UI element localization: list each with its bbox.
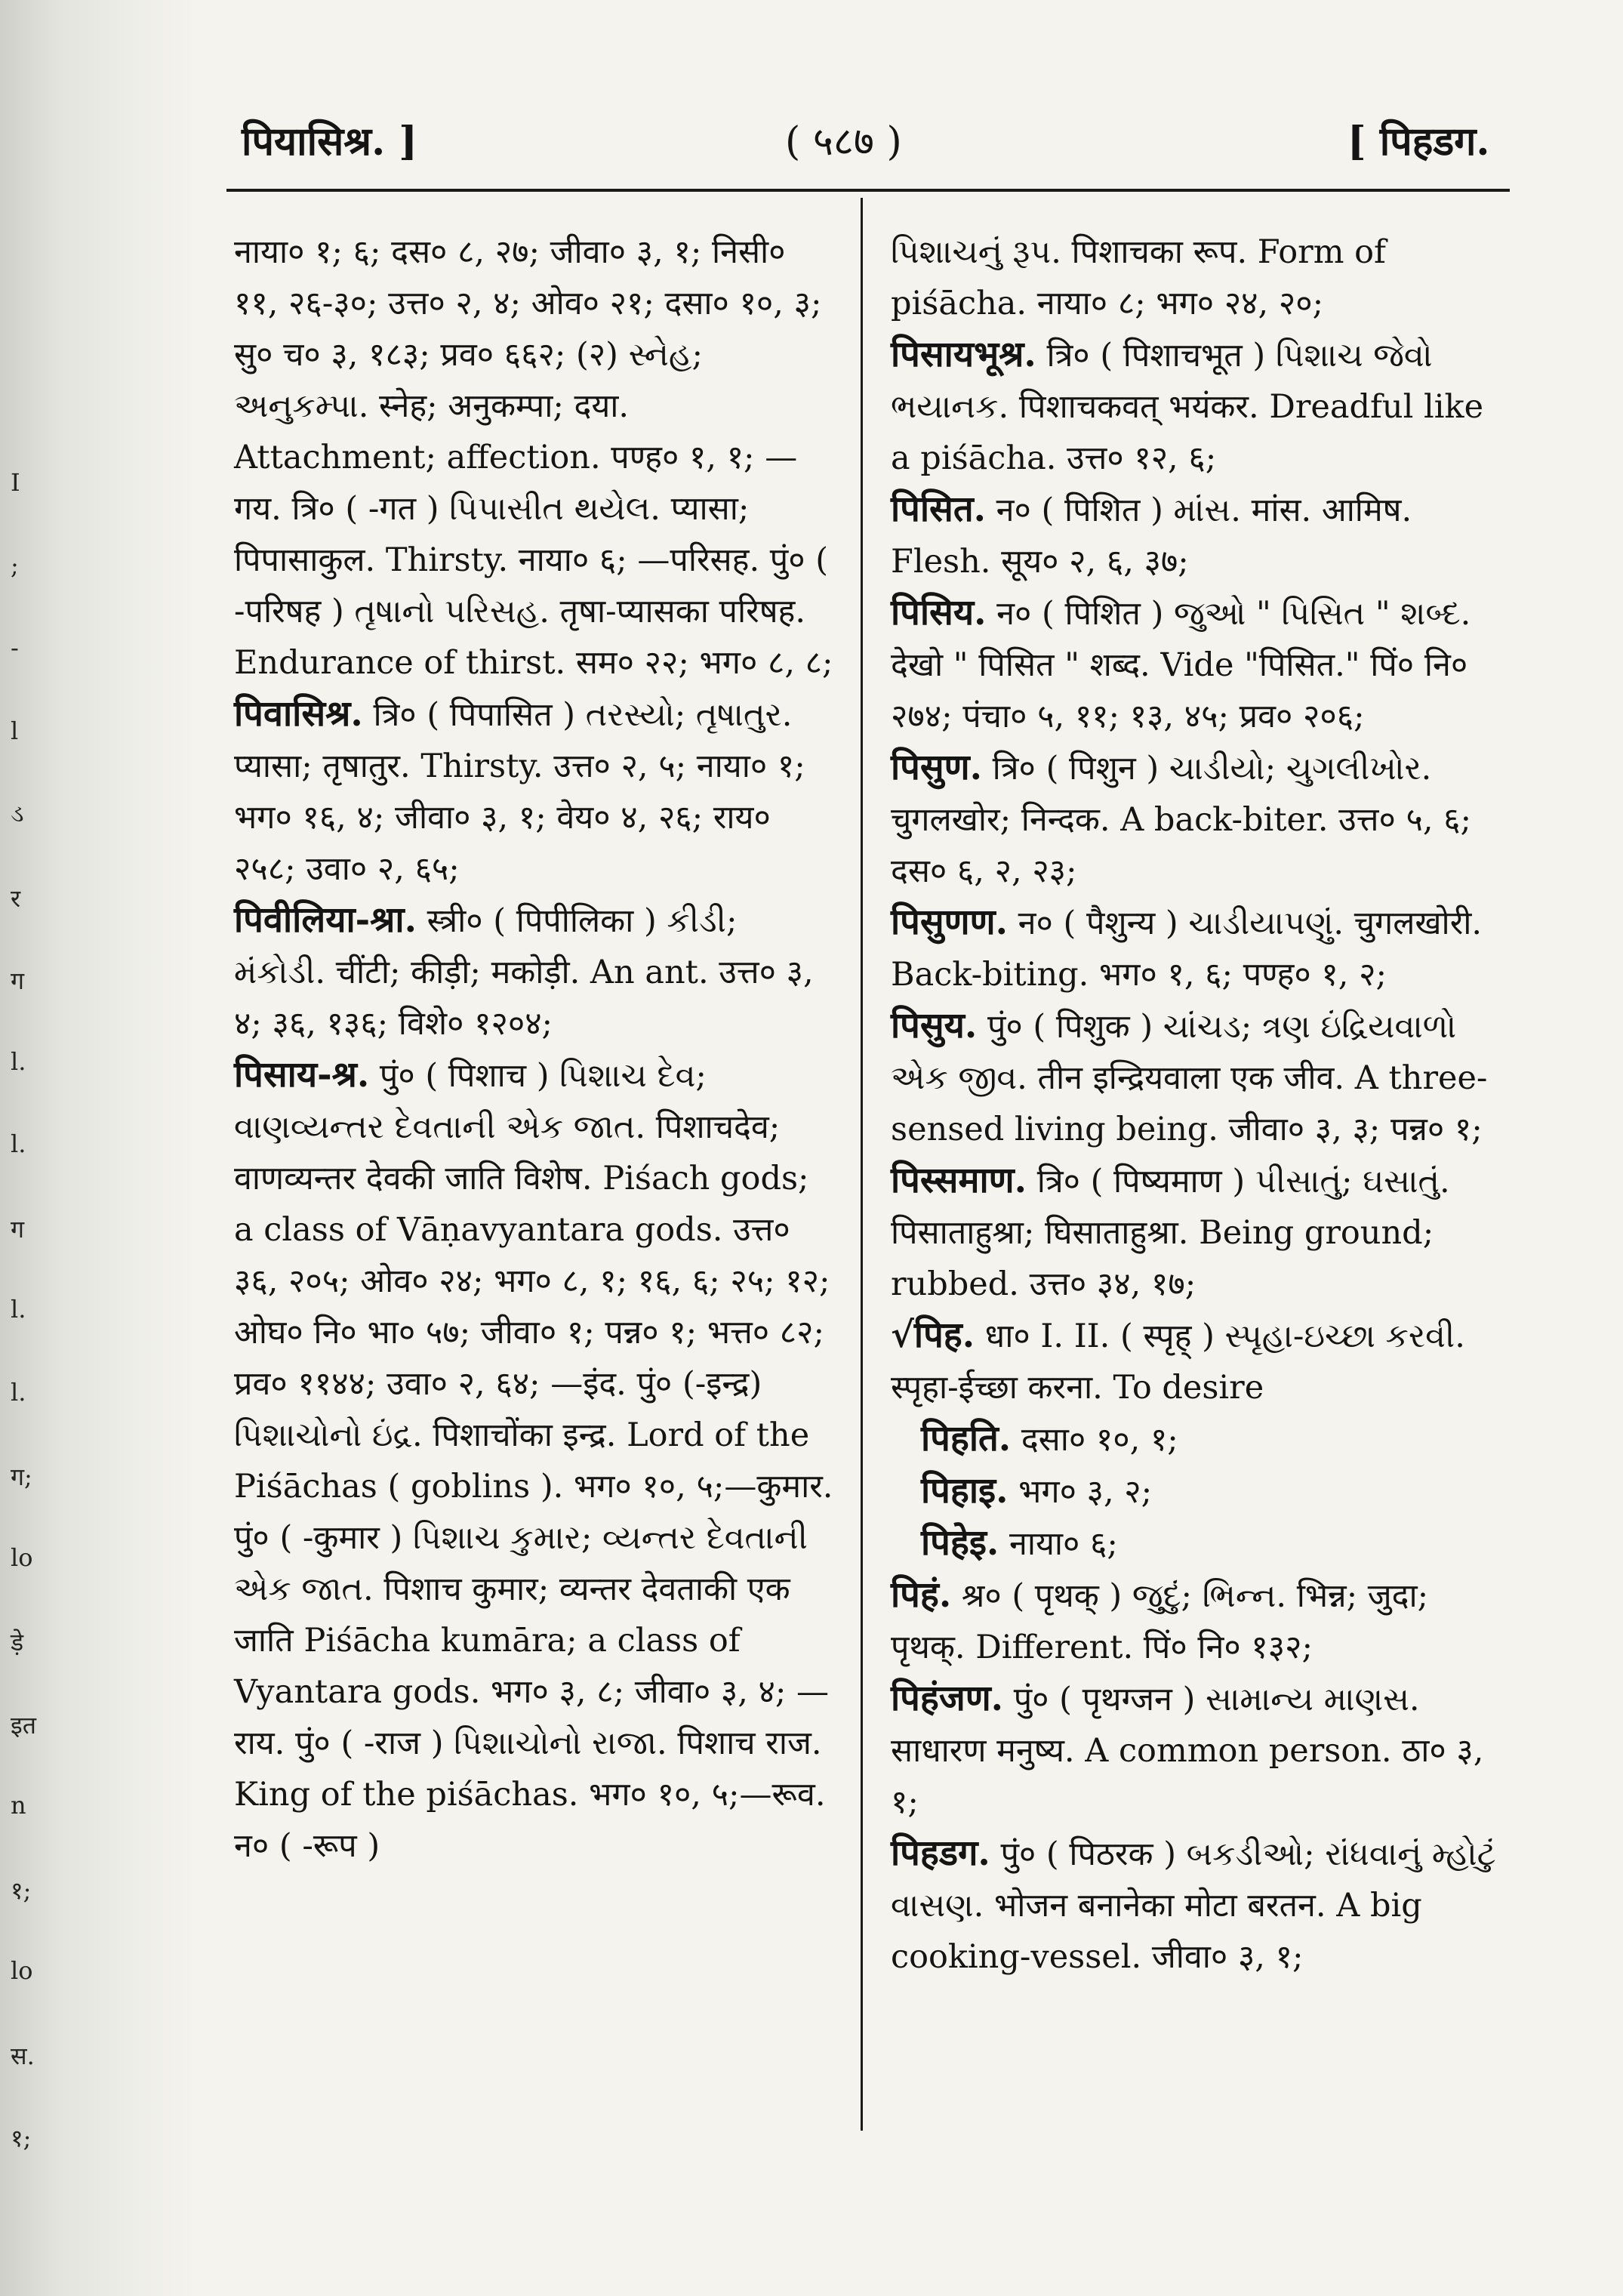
entry-definition: नाया० १; ६; दस० ८, २७; जीवा० ३, १; निसी० ११, २६-३०; उत्त० २, ४; ओव० २१; दसा० १०, ३; सु० च० ३, १८३; प्रव० ६६२; (२) સ્નેહ; અનુકમ્પા. स्नेह; अनुकम्पा; दया. Attachment; affection. पण्ह० १, १; —गय. त्रि० ( -गत ) પિપાસીત થયેલ. प्यासा; पिपासाकुल. Thirsty. नाया० ६; —परिसह. पुं० ( -परिषह ) તૃષાનો પરિસહ. तृषा-प्यासका परिषह. Endurance of thirst. सम० २२; भग० ८, ८; <box>234 233 833 682</box>
gutter-mark: I <box>11 468 20 497</box>
gutter-mark: स. <box>11 2041 35 2070</box>
entry-headword: पिहेइ. <box>921 1522 999 1564</box>
entry-definition: पुं० ( पिठरक ) બકડીઓ; રાંધવાનું મ્હોટું વાસણ. भोजन बनानेका मोटा बरतन. A big cooking-vessel. जीवा० ३, १; <box>891 1835 1496 1976</box>
entry-headword: पिहं. <box>891 1574 952 1616</box>
entry-definition: न० ( पिशित ) માંસ. मांस. आमिष. Flesh. सूय० २, ६, ३७; <box>891 492 1412 581</box>
gutter-mark: - <box>11 633 19 663</box>
dictionary-entry <box>234 227 838 689</box>
dictionary-entry <box>891 1673 1510 1828</box>
entry-headword: √पिह. <box>891 1314 975 1356</box>
gutter-mark: l. <box>11 1295 26 1324</box>
gutter-mark: र <box>11 883 21 913</box>
right-column <box>891 227 1510 1983</box>
gutter-mark: ડ <box>11 799 24 828</box>
header-right-guide-word: [ पिहडग. <box>1347 119 1490 165</box>
entry-definition: भग० ३, २; <box>1018 1473 1153 1511</box>
left-column <box>234 227 838 1872</box>
entry-headword: पिसायभूश्र. <box>891 334 1036 375</box>
gutter-mark: ग <box>11 966 25 996</box>
dictionary-entry <box>891 1518 1510 1570</box>
gutter-mark: lo <box>11 1542 33 1572</box>
gutter-mark: ग <box>11 1214 25 1244</box>
dictionary-entry <box>891 897 1510 1000</box>
entry-definition: स्त्री० ( पिपीलिका ) કીડી; મંકોડી. चींटी; कीड़ी; मकोड़ी. An ant. उत्त० ३, ४; ३६, १३६; विशे० १२०४; <box>234 902 814 1043</box>
entry-definition: धा० I. II. ( स्पृह् ) સ્પૃહા-ઇચ્છા કરવી. स्पृहा-ईच्छा करना. To desire <box>891 1318 1465 1407</box>
entry-headword: पिसाय-श्र. <box>234 1054 370 1096</box>
entry-definition: त्रि० ( पिष्यमाण ) પીસાતું; ઘસાતું. पिसाताहुश्रा; घिसाताहुश्रा. Being ground; rubbed. उत्त० ३४, १७; <box>891 1163 1450 1303</box>
entry-definition: पुं० ( पृथग्जन ) સામાન્ય માણસ. साधारण मनुष्य. A common person. ठा० ३, १; <box>891 1681 1484 1821</box>
gutter-mark: १; <box>11 1875 32 1905</box>
entry-definition: न० ( पैशुन्य ) ચાડીયાપણું. चुगलखोरी. Back-biting. भग० १, ६; पण्ह० १, २; <box>891 905 1483 994</box>
dictionary-entry <box>891 587 1510 742</box>
entry-headword: पिसिय. <box>891 592 987 633</box>
gutter-mark: ग; <box>11 1462 32 1492</box>
dictionary-entry <box>891 1413 1510 1465</box>
dictionary-entry <box>234 895 838 1049</box>
page-header <box>0 113 1623 174</box>
dictionary-entry <box>891 1465 1510 1518</box>
gutter-edge-marks <box>11 0 56 2296</box>
entry-definition: न० ( पिशित ) જુઓ " પિસિત " શબ્દ. देखो " पिसित " शब्द. Vide "पिसित." पिं० नि० २७४; पंचा० ५, ११; १३, ४५; प्रव० २०६; <box>891 595 1471 735</box>
dictionary-entry <box>891 1310 1510 1413</box>
entry-headword: पिसुणण. <box>891 901 1008 943</box>
entry-headword: पिहति. <box>921 1418 1012 1459</box>
gutter-mark: l. <box>11 1377 26 1407</box>
entry-headword: पिसुय. <box>891 1005 978 1046</box>
entry-definition: त्रि० ( पिपासित ) તરસ્યો; તૃષાતુર. प्यासा; तृषातुर. Thirsty. उत्त० २, ५; नाया० १; भग० १६, ४; जीवा० ३, १; वेय० ४, २६; राय० २५८; उवा० २, ६५; <box>234 696 805 888</box>
dictionary-entry <box>234 1049 838 1872</box>
entry-headword: पिसुण. <box>891 747 982 788</box>
entry-definition: त्रि० ( पिशुन ) ચાડીયો; ચુગલીખોર. चुगलखोर; निन्दक. A back-biter. उत्त० ५, ६; दस० ६, २, २३; <box>891 750 1472 890</box>
dictionary-entry <box>891 742 1510 897</box>
header-page-number: ( ५८७ ) <box>785 119 902 165</box>
entry-definition: दसा० १०, १; <box>1021 1421 1178 1459</box>
entry-definition: श्र० ( पृथक् ) જુદું; ભિન્ન. भिन्न; जुदा; पृथक्. Different. पिं० नि० १३२; <box>891 1577 1429 1666</box>
dictionary-entry <box>891 1828 1510 1983</box>
dictionary-entry <box>891 1570 1510 1673</box>
header-rule <box>226 189 1510 192</box>
header-left-guide-word: पियासिश्र. ] <box>242 119 417 165</box>
gutter-mark: ड़े <box>11 1628 24 1657</box>
dictionary-entry <box>891 1000 1510 1155</box>
gutter-mark: l. <box>11 1130 26 1159</box>
entry-headword: पिस्समाण. <box>891 1160 1027 1201</box>
gutter-mark: l <box>11 716 19 745</box>
dictionary-entry <box>891 484 1510 587</box>
gutter-mark: ; <box>11 550 19 580</box>
entry-headword: पिवीलिया-श्रा. <box>234 899 417 941</box>
entry-headword: पिहंजण. <box>891 1678 1004 1719</box>
dictionary-entry <box>891 329 1510 484</box>
gutter-mark: १; <box>11 2124 32 2153</box>
entry-headword: पिसित. <box>891 488 986 530</box>
dictionary-entry <box>234 689 838 895</box>
gutter-mark: इत <box>11 1710 36 1740</box>
entry-definition: पुं० ( पिशुक ) ચાંચડ; ત્રણ ઇંદ્રિયવાળો એક જીવ. तीन इन्द्रियवाला एक जीव. A three-sensed living being. जीवा० ३, ३; पन्न० १; <box>891 1008 1488 1148</box>
entry-definition: पुं० ( पिशाच ) પિશાચ દેવ; વાણવ્યન્તર દેવતાની એક જાત. पिशाचदेव; वाणव्यन्तर देवकी जाति विशेष. Piśach gods; a class of Vāṇavyantara gods. उत्त० ३६, २०५; ओव० २४; भग० ८, १; १६, ६; २५; १२; ओघ० नि० भा० ५७; जीवा० १; पन्न० १; भत्त० ८२; प्रव० ११४४; उवा० २, ६४; —इंद. पुं० (-इन्द्र) પિશાચોનો ઇંદ્ર. पिशाचोंका इन्द्र. Lord of the Piśāchas ( goblins ). भग० १०, ५;—कुमार. पुं० ( -कुमार ) પિશાચ કુમાર; વ્યન્તર દેવતાની એક જાત. पिशाच कुमार; व्यन्तर देवताकी एक जाति Piśācha kumāra; a class of Vyantara gods. भग० ३, ८; जीवा० ३, ४; —राय. पुं० ( -राज ) પિશાચોનો રાજા. पिशाच राज. King of the piśāchas. भग० १०, ५;—रूव. न० ( -रूप ) <box>234 1057 833 1865</box>
column-divider <box>861 198 863 2131</box>
dictionary-entry <box>891 1155 1510 1310</box>
gutter-mark: l. <box>11 1046 26 1076</box>
dictionary-entry <box>891 227 1510 329</box>
entry-definition: नाया० ६; <box>1009 1525 1118 1563</box>
gutter-mark: lo <box>11 1956 33 1986</box>
entry-definition: त्रि० ( पिशाचभूत ) પિશાચ જેવો ભયાનક. पिशाचकवत् भयंकर. Dreadful like a piśācha. उत्त० १२, ६; <box>891 337 1484 477</box>
entry-headword: पिहाइ. <box>921 1470 1009 1512</box>
entry-headword: पिहडग. <box>891 1832 990 1874</box>
gutter-mark: n <box>11 1791 26 1820</box>
entry-definition: પિશાચનું રૂપ. पिशाचका रूप. Form of piśācha. नाया० ८; भग० २४, २०; <box>891 233 1386 322</box>
entry-headword: पिवासिश्र. <box>234 693 363 735</box>
